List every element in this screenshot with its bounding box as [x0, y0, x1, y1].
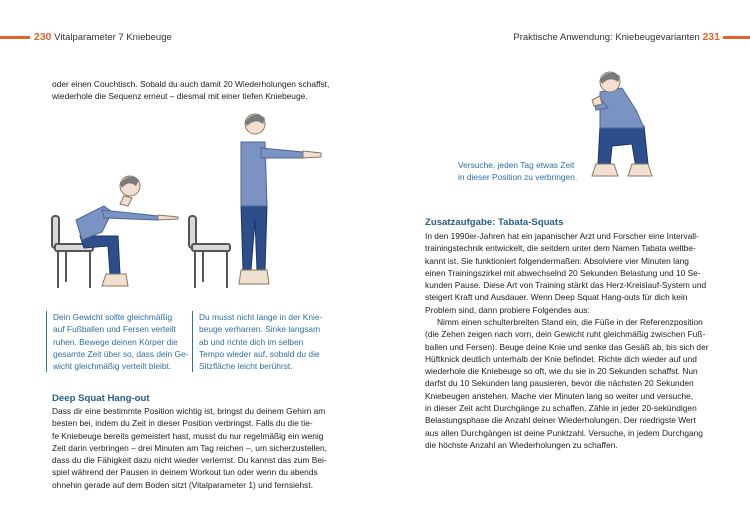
text-line: spiel während der Pausen in deinem Workout tun oder wenn du abends: [52, 467, 318, 478]
text-line: kannt ist. Sie funktioniert folgendermaßen: Absolviere vier Minuten lang: [425, 255, 689, 266]
text-line: die höchste Anzahl an Wiederholungen zu schaffen.: [425, 439, 618, 450]
caption-line: beuge verharren. Sinke langsam: [199, 324, 321, 335]
text-line: steigert Kraft und Ausdauer. Wenn Deep Squat Hang-outs für dich kein: [425, 292, 688, 303]
text-line: wiederhole die Kniebeuge so oft, wie du sie in 20 Sekunden schaffst. Nun: [425, 366, 698, 377]
text-line: wiederhole die Sequenz erneut – diesmal mit einer tiefen Kniebeuge.: [52, 91, 308, 102]
text-line: oder einen Couchtisch. Sobald du auch damit 20 Wiederholungen schaffst,: [52, 79, 330, 89]
left-header: [34, 31, 172, 43]
right-running-title: Praktische Anwendung: Kniebeugevarianten: [513, 32, 700, 43]
caption-line: Tempo wieder auf, sobald du die: [199, 348, 320, 359]
right-section-heading: Zusatzaufgabe: Tabata-Squats: [425, 217, 564, 228]
chair-squat-illustration: [40, 170, 190, 295]
text-line: (die Zehen zeigen nach vorn, dein Gewicht ruht gleichmäßig zwischen Fuß-: [425, 329, 706, 340]
caption-line: Sitzfläche leicht berührst.: [199, 361, 293, 372]
text-line: ballen und Fersen). Beuge deine Knie und senke das Gesäß ab, bis sich der: [425, 341, 709, 352]
left-section-text: [52, 405, 352, 491]
caption-line: Dein Gewicht sollte gleichmäßig: [53, 312, 173, 322]
text-line: kunden Pause. Diese Art von Training stärkt das Herz-Kreislauf-System und: [425, 280, 707, 291]
text-line: einen Trainingszirkel mit abwechselnd 20 Sekunden Belastung und 10 Se-: [425, 267, 701, 278]
caption-line: ruhen. Bewege deinen Körper die: [53, 336, 178, 347]
caption-deep-squat: [458, 159, 598, 184]
chair-icon: [189, 216, 230, 288]
left-page-number: 230: [34, 31, 52, 43]
text-line: trainingstechnik entwickelt, die seitdem unter dem Namen Tabata weltbe-: [425, 243, 696, 254]
text-line: ohnehin gerade auf dem Boden sitzt (Vitalparameter 1) und fernsiehst.: [52, 479, 314, 490]
text-line: dass du die Fähigkeit dazu nicht wieder verlernst. Du kannst das zum Bei-: [52, 455, 327, 466]
text-line: in dieser Zeit acht Durchgänge zu schaffen. Zähle in jeder 20-sekündigen: [425, 403, 697, 414]
text-line: fe Kniebeuge bereits gemeistert hast, musst du nur regelmäßig ein wenig: [52, 430, 324, 441]
text-line: besten bei, indem du Zeit in dieser Position verbringst. Falls du die tie-: [52, 418, 313, 429]
right-para-2: [425, 316, 723, 451]
right-header: [513, 31, 720, 43]
header-rule-left: [0, 36, 30, 39]
right-para-1: [425, 230, 723, 316]
text-line: Kniebeugen anstehen. Mache vier Minuten lang so weiter und versuche,: [425, 390, 694, 401]
caption-line: auf Fußballen und Fersen verteilt: [53, 324, 176, 335]
right-page-number: 231: [702, 31, 720, 43]
header-rule-right: [723, 36, 750, 39]
text-line: Hüftknick deutlich unterhalb der Knie befindet. Richte dich wieder auf und: [425, 353, 697, 364]
standing-illustration: [185, 110, 335, 295]
caption-line: wicht gleichmäßig verteilt bleibt.: [53, 361, 172, 372]
text-line: Zeit darin verbringen – drei Minuten am Tag reichen –, um sicherzustellen,: [52, 442, 327, 453]
text-line: darfst du 10 Sekunden lang pausieren, bevor die nächsten 20 Sekunden: [425, 378, 694, 389]
text-line: Belastungsphase die Anzahl deiner Wiederholungen. Der niedrigste Wert: [425, 415, 696, 426]
caption-line: Du musst nicht lange in der Knie-: [199, 312, 323, 322]
squatting-person-icon: [76, 176, 178, 286]
text-line: Nimm einen schulterbreiten Stand ein, die Füße in der Referenzposition: [437, 317, 703, 327]
text-line: Dass dir eine bestimmte Position wichtig ist, bringst du deinem Gehirn am: [52, 406, 326, 416]
standing-person-icon: [239, 114, 321, 284]
caption-chair-squat: [46, 311, 193, 372]
caption-line: gesamte Zeit über so, dass dein Ge-: [53, 348, 189, 359]
deep-squat-person-icon: [592, 72, 652, 176]
left-intro-text: [52, 78, 352, 103]
left-running-title: Vitalparameter 7 Kniebeuge: [54, 32, 172, 43]
text-line: In den 1990er-Jahren hat ein japanischer Arzt und Forscher eine Intervall-: [425, 231, 699, 241]
caption-line: ab und richte dich im selben: [199, 336, 304, 347]
caption-line: Versuche, jeden Tag etwas Zeit: [458, 160, 575, 170]
left-section-heading: Deep Squat Hang-out: [52, 393, 150, 404]
caption-standing: [192, 311, 339, 372]
text-line: aus allen Durchgängen ist deine Punktzahl. Versuche, in jedem Durchgang: [425, 427, 703, 438]
text-line: Problem sind, dann probiere Folgendes aus:: [425, 304, 590, 315]
caption-line: in dieser Position zu verbringen.: [458, 172, 578, 183]
